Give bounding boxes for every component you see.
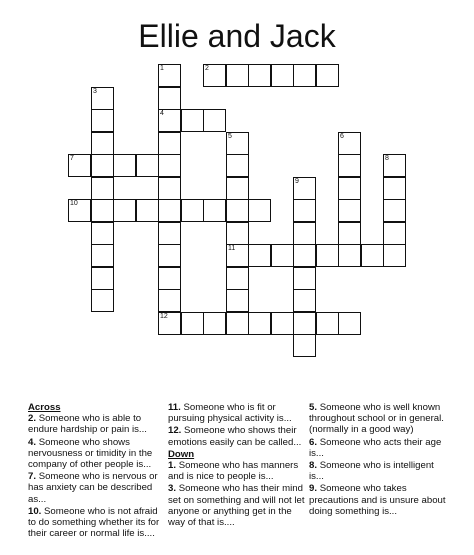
grid-cell[interactable] <box>293 334 316 357</box>
grid-cell[interactable] <box>226 199 249 222</box>
grid-cell[interactable] <box>293 244 316 267</box>
grid-cell[interactable] <box>338 199 361 222</box>
grid-cell[interactable] <box>203 199 226 222</box>
grid-cell[interactable] <box>91 222 114 245</box>
puzzle-title: Ellie and Jack <box>138 18 336 54</box>
grid-cell[interactable] <box>383 199 406 222</box>
down-clue-6: 6. Someone who acts their age is... <box>309 436 442 459</box>
grid-cell[interactable] <box>181 199 204 222</box>
clue-number: 11 <box>228 245 236 252</box>
clue-number: 3 <box>93 88 97 95</box>
grid-cell[interactable] <box>203 109 226 132</box>
grid-cell[interactable] <box>91 154 114 177</box>
grid-cell[interactable] <box>248 244 271 267</box>
down-heading: Down <box>168 448 195 460</box>
grid-cell[interactable] <box>158 222 181 245</box>
grid-cell[interactable] <box>158 267 181 290</box>
grid-cell[interactable] <box>226 132 249 155</box>
grid-cell[interactable] <box>181 312 204 335</box>
grid-cell[interactable] <box>203 64 226 87</box>
down-clue-8: 8. Someone who is intelligent is... <box>309 460 434 483</box>
grid-cell[interactable] <box>293 199 316 222</box>
grid-cell[interactable] <box>338 132 361 155</box>
grid-cell[interactable] <box>91 199 114 222</box>
grid-cell[interactable] <box>158 177 181 200</box>
grid-cell[interactable] <box>338 222 361 245</box>
clue-number: 8 <box>385 155 389 162</box>
grid-cell[interactable] <box>383 244 406 267</box>
grid-cell[interactable] <box>226 312 249 335</box>
clue-number: 7 <box>70 155 74 162</box>
grid-cell[interactable] <box>91 267 114 290</box>
across-clue-12: 12. Someone who shows their emotions easily can be called... <box>168 425 302 448</box>
grid-cell[interactable] <box>68 199 91 222</box>
grid-cell[interactable] <box>68 154 91 177</box>
clue-number: 6 <box>340 133 344 140</box>
grid-cell[interactable] <box>91 289 114 312</box>
grid-cell[interactable] <box>226 222 249 245</box>
grid-cell[interactable] <box>91 132 114 155</box>
grid-cell[interactable] <box>158 64 181 87</box>
grid-cell[interactable] <box>158 132 181 155</box>
grid-cell[interactable] <box>158 199 181 222</box>
grid-cell[interactable] <box>383 177 406 200</box>
grid-cell[interactable] <box>316 64 339 87</box>
grid-cell[interactable] <box>226 289 249 312</box>
grid-cell[interactable] <box>226 177 249 200</box>
grid-cell[interactable] <box>203 312 226 335</box>
grid-cell[interactable] <box>338 177 361 200</box>
clue-column-1 <box>28 402 164 540</box>
grid-cell[interactable] <box>338 244 361 267</box>
grid-cell[interactable] <box>248 312 271 335</box>
grid-cell[interactable] <box>361 244 384 267</box>
clue-number: 12 <box>160 313 168 320</box>
grid-cell[interactable] <box>293 222 316 245</box>
grid-cell[interactable] <box>113 154 136 177</box>
clue-number: 4 <box>160 110 164 117</box>
grid-cell[interactable] <box>226 267 249 290</box>
grid-cell[interactable] <box>338 154 361 177</box>
down-clue-1: 1. Someone who has manners and is nice to people is... <box>168 460 299 483</box>
grid-cell[interactable] <box>248 64 271 87</box>
grid-cell[interactable] <box>316 244 339 267</box>
grid-cell[interactable] <box>136 199 159 222</box>
grid-cell[interactable] <box>383 154 406 177</box>
grid-cell[interactable] <box>91 177 114 200</box>
grid-cell[interactable] <box>293 289 316 312</box>
grid-cell[interactable] <box>158 109 181 132</box>
grid-cell[interactable] <box>158 87 181 110</box>
clue-column-2 <box>168 402 306 529</box>
grid-cell[interactable] <box>316 312 339 335</box>
grid-cell[interactable] <box>293 267 316 290</box>
grid-cell[interactable] <box>293 64 316 87</box>
grid-cell[interactable] <box>248 199 271 222</box>
grid-cell[interactable] <box>158 154 181 177</box>
grid-cell[interactable] <box>338 312 361 335</box>
grid-cell[interactable] <box>91 109 114 132</box>
grid-cell[interactable] <box>226 64 249 87</box>
grid-cell[interactable] <box>271 244 294 267</box>
down-clue-9: 9. Someone who takes precautions and is unsure about doing something is... <box>309 483 446 517</box>
grid-cell[interactable] <box>226 244 249 267</box>
clue-number: 9 <box>295 178 299 185</box>
across-clue-11: 11. Someone who is fit or pursuing physical activity is... <box>168 402 292 425</box>
grid-cell[interactable] <box>293 177 316 200</box>
across-clue-2: 2. Someone who is able to endure hardship or pain is... <box>28 413 147 436</box>
clue-number: 2 <box>205 65 209 72</box>
grid-cell[interactable] <box>136 154 159 177</box>
across-clue-10: 10. Someone who is not afraid to do something whether its for their career or normal life is.... <box>28 505 160 540</box>
grid-cell[interactable] <box>271 312 294 335</box>
grid-cell[interactable] <box>91 244 114 267</box>
clue-number: 10 <box>70 200 78 207</box>
grid-cell[interactable] <box>113 199 136 222</box>
grid-cell[interactable] <box>293 312 316 335</box>
grid-cell[interactable] <box>181 109 204 132</box>
grid-cell[interactable] <box>158 289 181 312</box>
down-clue-3: 3. Someone who has their mind set on something and will not let anyone or anything get in the way of that is.... <box>168 483 305 529</box>
across-clue-4: 4. Someone who shows nervousness or timidity in the company of other people is... <box>28 436 153 471</box>
across-clue-7: 7. Someone who is nervous or has anxiety can be described as... <box>28 471 158 505</box>
grid-cell[interactable] <box>226 154 249 177</box>
grid-cell[interactable] <box>91 87 114 110</box>
grid-cell[interactable] <box>383 222 406 245</box>
across-heading: Across <box>28 402 61 413</box>
down-clue-5: 5. Someone who is well known throughout school or in general. (normally in a good way) <box>309 402 444 436</box>
grid-cell[interactable] <box>271 64 294 87</box>
grid-cell[interactable] <box>158 244 181 267</box>
clue-number: 5 <box>228 133 232 140</box>
clue-number: 1 <box>160 65 164 72</box>
grid-cell[interactable] <box>158 312 181 335</box>
clue-column-3 <box>309 402 451 518</box>
